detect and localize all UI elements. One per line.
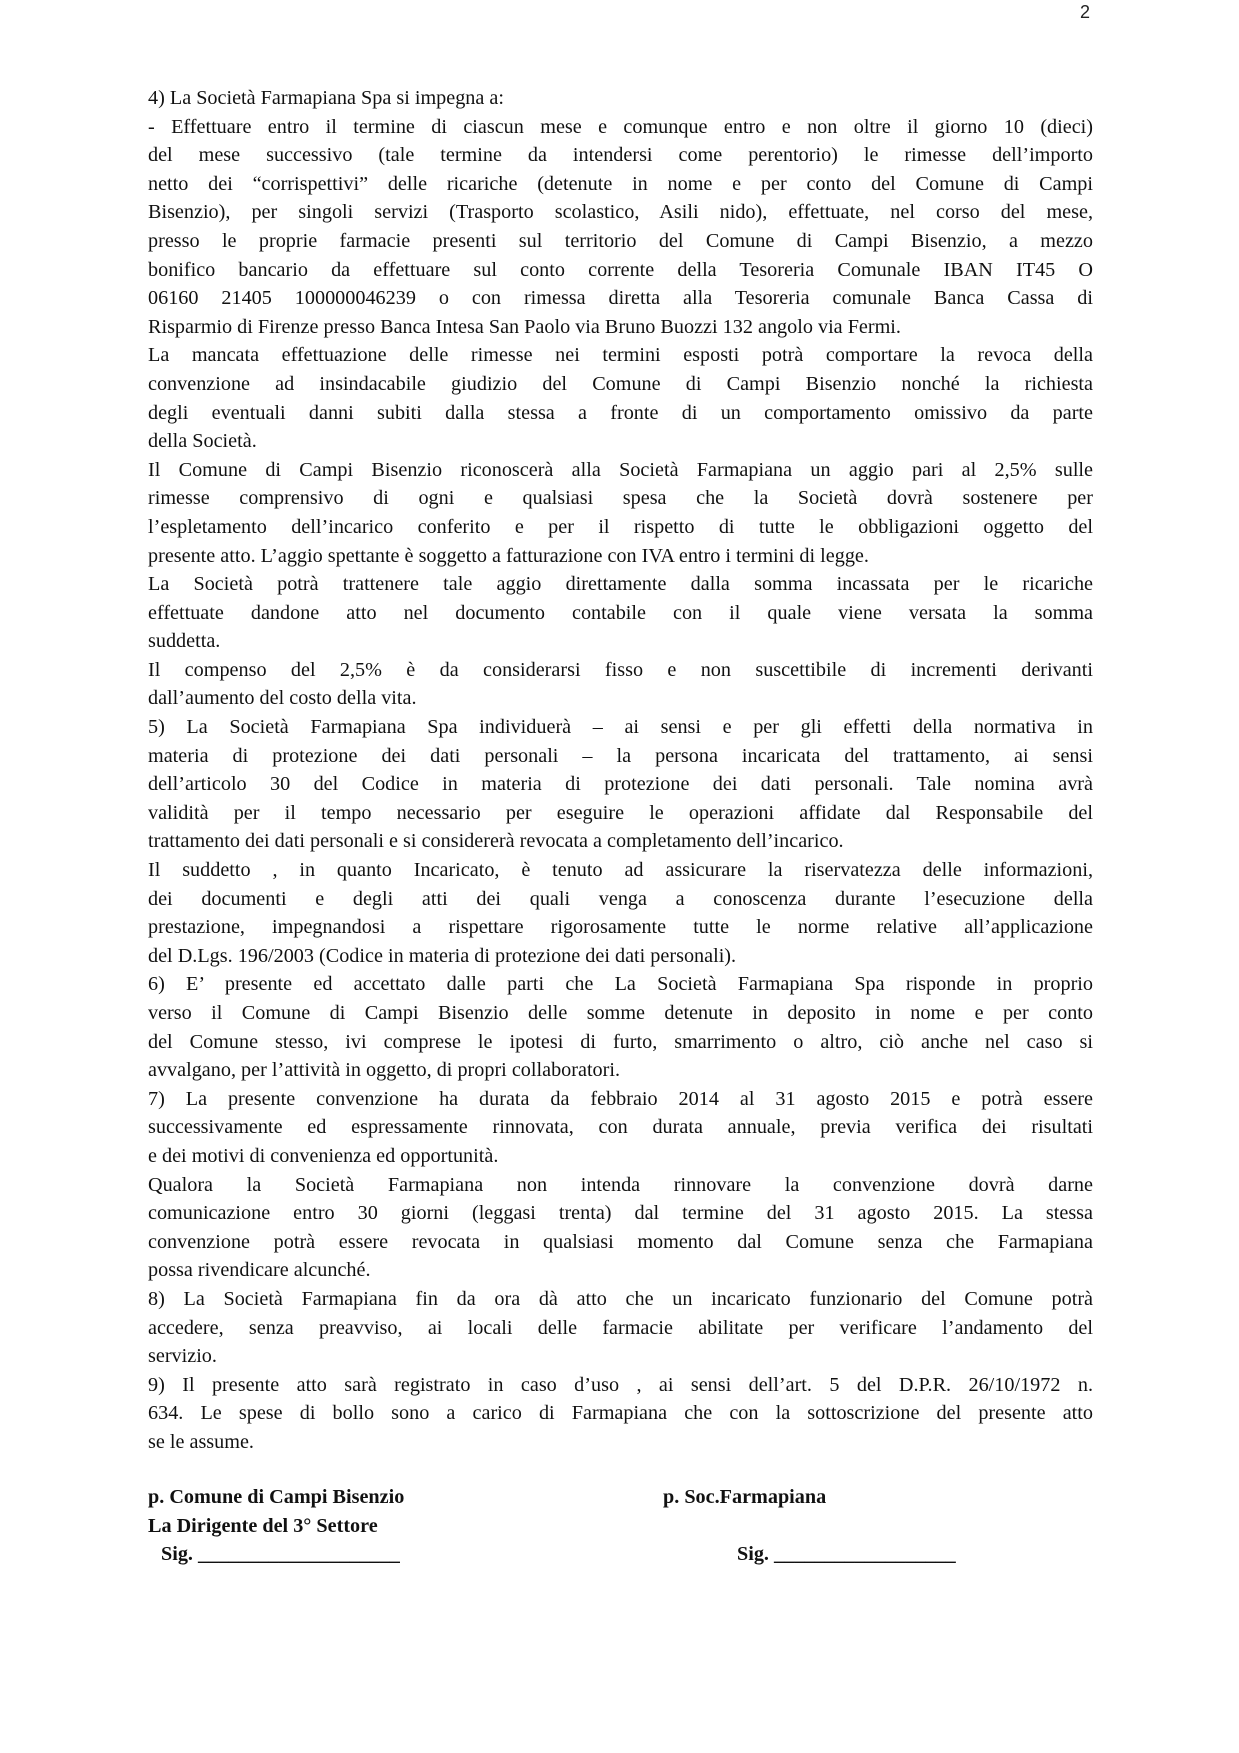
signature-line: Sig. ____________________ <box>161 1543 400 1566</box>
text-line: possa rivendicare alcunché. <box>148 1259 371 1282</box>
text-line: del D.Lgs. 196/2003 (Codice in materia di protezione dei dati personali). <box>148 944 737 967</box>
text-line: 634. Le spese di bollo sono a carico di Farmapiana che con la sottoscrizione del presente atto <box>148 1402 1093 1425</box>
text-line: convenzione potrà essere revocata in qualsiasi momento dal Comune senza che Farmapiana <box>148 1230 1093 1253</box>
text-line: netto dei “corrispettivi” delle ricariche (detenute in nome e per conto del Comune di Campi <box>148 172 1093 195</box>
text-line: prestazione, impegnandosi a rispettare rigorosamente tutte le norme relative all’applicazione <box>148 916 1093 939</box>
text-line: l’espletamento dell’incarico conferito e per il rispetto di tutte le obbligazioni oggetto del <box>148 515 1093 538</box>
text-line: degli eventuali danni subiti dalla stessa a fronte di un comportamento omissivo da parte <box>148 401 1093 424</box>
text-line: materia di protezione dei dati personali – la persona incaricata del trattamento, ai sensi <box>148 744 1093 767</box>
signatory-party: p. Soc.Farmapiana <box>663 1486 827 1508</box>
text-line: servizio. <box>148 1345 217 1368</box>
text-line: Il compenso del 2,5% è da considerarsi fisso e non suscettibile di incrementi derivanti <box>148 658 1093 681</box>
text-line: del Comune stesso, ivi comprese le ipotesi di furto, smarrimento o altro, ciò anche nel caso si <box>148 1030 1093 1053</box>
document-body <box>148 84 1093 1457</box>
signatory-role: La Dirigente del 3° Settore <box>148 1514 378 1537</box>
text-line: 5) La Società Farmapiana Spa individuerà – ai sensi e per gli effetti della normativa in <box>148 716 1093 739</box>
text-line: comunicazione entro 30 giorni (leggasi trenta) dal termine del 31 agosto 2015. La stessa <box>148 1202 1093 1225</box>
text-line: 6) E’ presente ed accettato dalle parti che La Società Farmapiana Spa risponde in proprio <box>148 973 1093 996</box>
text-line: bonifico bancario da effettuare sul conto corrente della Tesoreria Comunale IBAN IT45 O <box>148 258 1093 281</box>
text-line: trattamento dei dati personali e si considererà revocata a completamento dell’incarico. <box>148 830 844 853</box>
text-line: rimesse comprensivo di ogni e qualsiasi spesa che la Società dovrà sostenere per <box>148 487 1093 510</box>
text-line: Il suddetto , in quanto Incaricato, è tenuto ad assicurare la riservatezza delle informazioni, <box>148 859 1093 882</box>
text-line: suddetta. <box>148 630 221 653</box>
text-line: - Effettuare entro il termine di ciascun mese e comunque entro e non oltre il giorno 10 (dieci) <box>148 115 1093 138</box>
text-line: accedere, senza preavviso, ai locali delle farmacie abilitate per verificare l’andamento del <box>148 1316 1093 1339</box>
signatory-role <box>663 1512 956 1541</box>
text-line: effettuate dandone atto nel documento contabile con il quale viene versata la somma <box>148 601 1093 624</box>
text-line: della Società. <box>148 430 257 453</box>
page-number: 2 <box>1080 2 1091 22</box>
text-line: 06160 21405 100000046239 o con rimessa diretta alla Tesoreria comunale Banca Cassa di <box>148 287 1093 310</box>
text-line: convenzione ad insindacabile giudizio del Comune di Campi Bisenzio nonché la richiesta <box>148 372 1093 395</box>
text-line: dei documenti e degli atti dei quali venga a conoscenza durante l’esecuzione della <box>148 887 1093 910</box>
text-line: La mancata effettuazione delle rimesse nei termini esposti potrà comportare la revoca della <box>148 344 1093 367</box>
text-line: dall’aumento del costo della vita. <box>148 687 417 710</box>
text-line: Bisenzio), per singoli servizi (Trasporto scolastico, Asili nido), effettuate, nel corso del mese, <box>148 201 1093 224</box>
signature-line: Sig. __________________ <box>737 1543 956 1566</box>
text-line: successivamente ed espressamente rinnovata, con durata annuale, previa verifica dei risultati <box>148 1116 1093 1139</box>
text-line: 8) La Società Farmapiana fin da ora dà atto che un incaricato funzionario del Comune potrà <box>148 1287 1093 1310</box>
text-line: verso il Comune di Campi Bisenzio delle somme detenute in deposito in nome e per conto <box>148 1002 1093 1024</box>
signatory-party: p. Comune di Campi Bisenzio <box>148 1486 405 1508</box>
text-line: La Società potrà trattenere tale aggio direttamente dalla somma incassata per le ricariche <box>148 573 1093 596</box>
signature-block-farmapiana <box>663 1483 956 1569</box>
text-line: Risparmio di Firenze presso Banca Intesa San Paolo via Bruno Buozzi 132 angolo via Fermi. <box>148 315 901 338</box>
text-line: avvalgano, per l’attività in oggetto, di propri collaboratori. <box>148 1059 621 1082</box>
text-line: 9) Il presente atto sarà registrato in caso d’uso , ai sensi dell’art. 5 del D.P.R. 26/10/1972 n. <box>148 1373 1093 1396</box>
text-line: validità per il tempo necessario per eseguire le operazioni affidate dal Responsabile del <box>148 801 1093 824</box>
text-line: se le assume. <box>148 1430 254 1453</box>
signature-block-comune <box>148 1483 404 1569</box>
text-line: presso le proprie farmacie presenti sul territorio del Comune di Campi Bisenzio, a mezzo <box>148 229 1093 252</box>
text-line: e dei motivi di convenienza ed opportunità. <box>148 1144 499 1167</box>
text-line: 4) La Società Farmapiana Spa si impegna a: <box>148 87 504 109</box>
text-line: dell’articolo 30 del Codice in materia di protezione dei dati personali. Tale nomina avrà <box>148 773 1093 796</box>
text-line: presente atto. L’aggio spettante è soggetto a fatturazione con IVA entro i termini di legge. <box>148 544 869 567</box>
text-line: Qualora la Società Farmapiana non intenda rinnovare la convenzione dovrà darne <box>148 1173 1093 1196</box>
text-line: Il Comune di Campi Bisenzio riconoscerà alla Società Farmapiana un aggio pari al 2,5% sulle <box>148 458 1093 481</box>
text-line: del mese successivo (tale termine da intendersi come perentorio) le rimesse dell’importo <box>148 144 1093 167</box>
text-line: 7) La presente convenzione ha durata da febbraio 2014 al 31 agosto 2015 e potrà essere <box>148 1087 1093 1110</box>
